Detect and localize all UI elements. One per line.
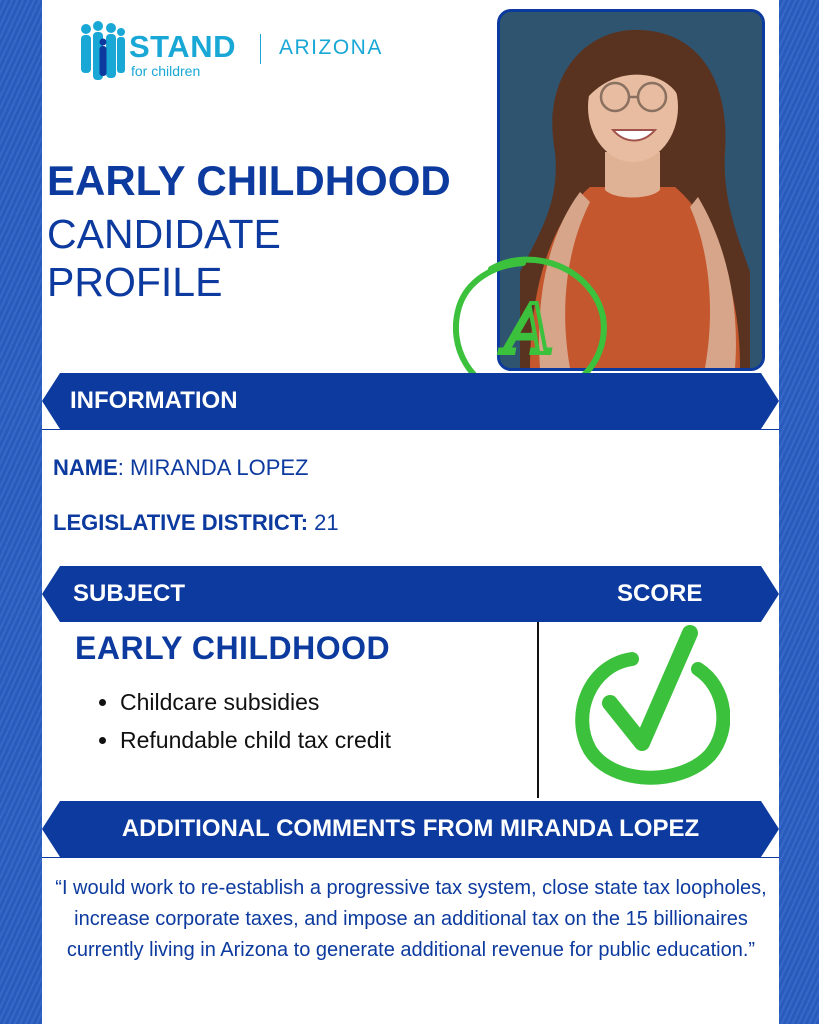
comments-banner — [42, 801, 779, 858]
list-item: • Childcare subsidies — [120, 688, 391, 716]
list-item: • Refundable child tax credit — [120, 726, 391, 754]
district-value: 21 — [308, 510, 339, 535]
page-title: EARLY CHILDHOOD — [47, 157, 451, 204]
logo-brand: STAND — [129, 29, 236, 64]
subject-title: EARLY CHILDHOOD — [75, 630, 391, 666]
subject-items-list — [98, 688, 391, 764]
grade-letter: A — [504, 291, 554, 370]
information-banner — [42, 373, 779, 430]
candidate-name — [53, 455, 309, 481]
score-header: SCORE — [617, 580, 703, 607]
name-label: NAME — [53, 455, 118, 480]
stand-for-children-logo — [78, 20, 398, 88]
candidate-quote: “I would work to re-establish a progressive tax system, close state tax loopholes, increase corporate taxes, and impose an additional tax on the 15 billionaires currently living in Arizona to generate additional revenue for public education.” — [55, 877, 767, 961]
subject-header: SUBJECT — [73, 580, 186, 607]
name-value: : MIRANDA LOPEZ — [117, 455, 309, 480]
legislative-district — [53, 510, 339, 536]
family-silhouette-icon — [78, 20, 126, 84]
comments-heading: ADDITIONAL COMMENTS FROM MIRANDA LOPEZ — [121, 815, 700, 842]
district-label: LEGISLATIVE DISTRICT: — [53, 510, 309, 535]
information-heading: INFORMATION — [70, 387, 238, 414]
subject-score-banner — [42, 566, 779, 622]
checkmark-icon — [570, 625, 730, 785]
page-subtitle: CANDIDATE PROFILE — [47, 211, 281, 305]
logo-tagline: for children — [131, 63, 201, 79]
column-divider — [537, 622, 539, 798]
logo-state: ARIZONA — [279, 36, 383, 59]
logo-divider — [260, 34, 261, 64]
